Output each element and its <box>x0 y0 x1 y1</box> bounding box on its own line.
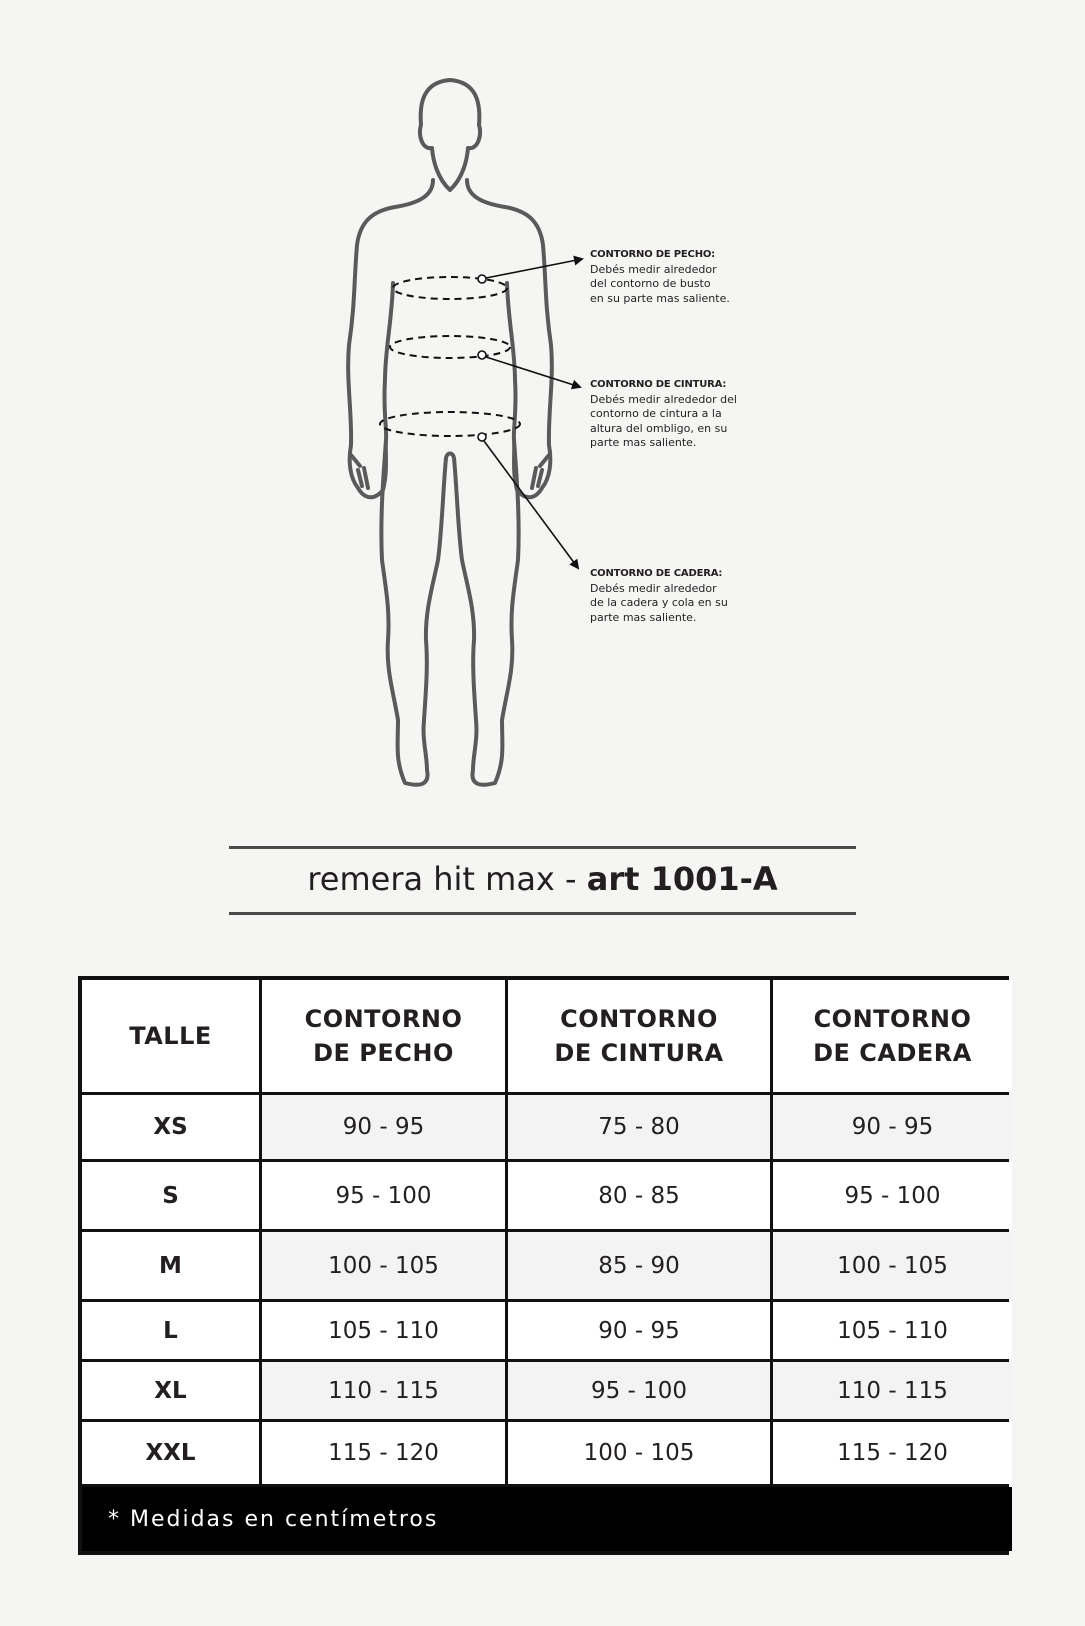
cadera-cell: 95 - 100 <box>773 1162 1012 1229</box>
title-top-rule <box>229 846 856 849</box>
cintura-cell: 75 - 80 <box>508 1095 770 1159</box>
annotation-hip-line: Debés medir alrededor <box>590 581 717 595</box>
annotation-waist <box>590 378 737 451</box>
annotation-waist-line: Debés medir alrededor del <box>590 392 737 406</box>
cadera-cell: 90 - 95 <box>773 1095 1012 1159</box>
annotation-chest-line: en su parte mas saliente. <box>590 291 730 305</box>
header-pecho <box>262 980 505 1092</box>
header-cadera-line: DE CADERA <box>813 1039 972 1067</box>
product-name: remera hit max - <box>307 860 587 898</box>
pecho-cell: 100 - 105 <box>262 1232 505 1299</box>
cadera-cell: 105 - 110 <box>773 1302 1012 1359</box>
pecho-cell: 110 - 115 <box>262 1362 505 1419</box>
annotation-chest-title: CONTORNO DE PECHO: <box>590 249 715 260</box>
size-cell: M <box>82 1232 259 1299</box>
size-cell: XXL <box>82 1422 259 1484</box>
product-title <box>229 860 856 898</box>
annotation-hip-line: parte mas saliente. <box>590 610 697 624</box>
pecho-cell: 105 - 110 <box>262 1302 505 1359</box>
human-silhouette-icon <box>0 0 1085 800</box>
body-measurement-figure <box>0 0 1085 800</box>
cintura-cell: 85 - 90 <box>508 1232 770 1299</box>
cadera-cell: 115 - 120 <box>773 1422 1012 1484</box>
header-cadera-line: CONTORNO <box>813 1005 972 1033</box>
annotation-chest-line: del contorno de busto <box>590 277 711 290</box>
header-pecho-line: DE PECHO <box>313 1039 454 1067</box>
annotation-hip-line: de la cadera y cola en su <box>590 596 728 609</box>
title-bottom-rule <box>229 912 856 915</box>
annotation-chest <box>590 248 730 306</box>
annotation-waist-line: altura del ombligo, en su <box>590 421 728 435</box>
size-cell: XL <box>82 1362 259 1419</box>
annotation-waist-line: contorno de cintura a la <box>590 407 722 420</box>
pecho-cell: 95 - 100 <box>262 1162 505 1229</box>
annotation-hip-title: CONTORNO DE CADERA: <box>590 568 723 579</box>
cadera-cell: 110 - 115 <box>773 1362 1012 1419</box>
pecho-cell: 90 - 95 <box>262 1095 505 1159</box>
annotation-hip <box>590 567 728 625</box>
size-table <box>78 976 1009 1555</box>
header-pecho-line: CONTORNO <box>304 1005 463 1033</box>
header-talle-label: TALLE <box>129 1022 212 1050</box>
header-cintura-line: DE CINTURA <box>554 1039 724 1067</box>
size-cell: XS <box>82 1095 259 1159</box>
cintura-cell: 95 - 100 <box>508 1362 770 1419</box>
cadera-cell: 100 - 105 <box>773 1232 1012 1299</box>
pecho-cell: 115 - 120 <box>262 1422 505 1484</box>
annotation-chest-line: Debés medir alrededor <box>590 262 717 276</box>
header-cadera <box>773 980 1012 1092</box>
product-article: art 1001-A <box>586 860 778 898</box>
header-cintura <box>508 980 770 1092</box>
cintura-cell: 90 - 95 <box>508 1302 770 1359</box>
size-cell: L <box>82 1302 259 1359</box>
annotation-waist-title: CONTORNO DE CINTURA: <box>590 379 727 390</box>
header-talle <box>82 980 259 1092</box>
cintura-cell: 100 - 105 <box>508 1422 770 1484</box>
size-cell: S <box>82 1162 259 1229</box>
cintura-cell: 80 - 85 <box>508 1162 770 1229</box>
header-cintura-line: CONTORNO <box>560 1005 718 1033</box>
footnote: * Medidas en centímetros <box>82 1487 1012 1551</box>
annotation-waist-line: parte mas saliente. <box>590 436 697 449</box>
